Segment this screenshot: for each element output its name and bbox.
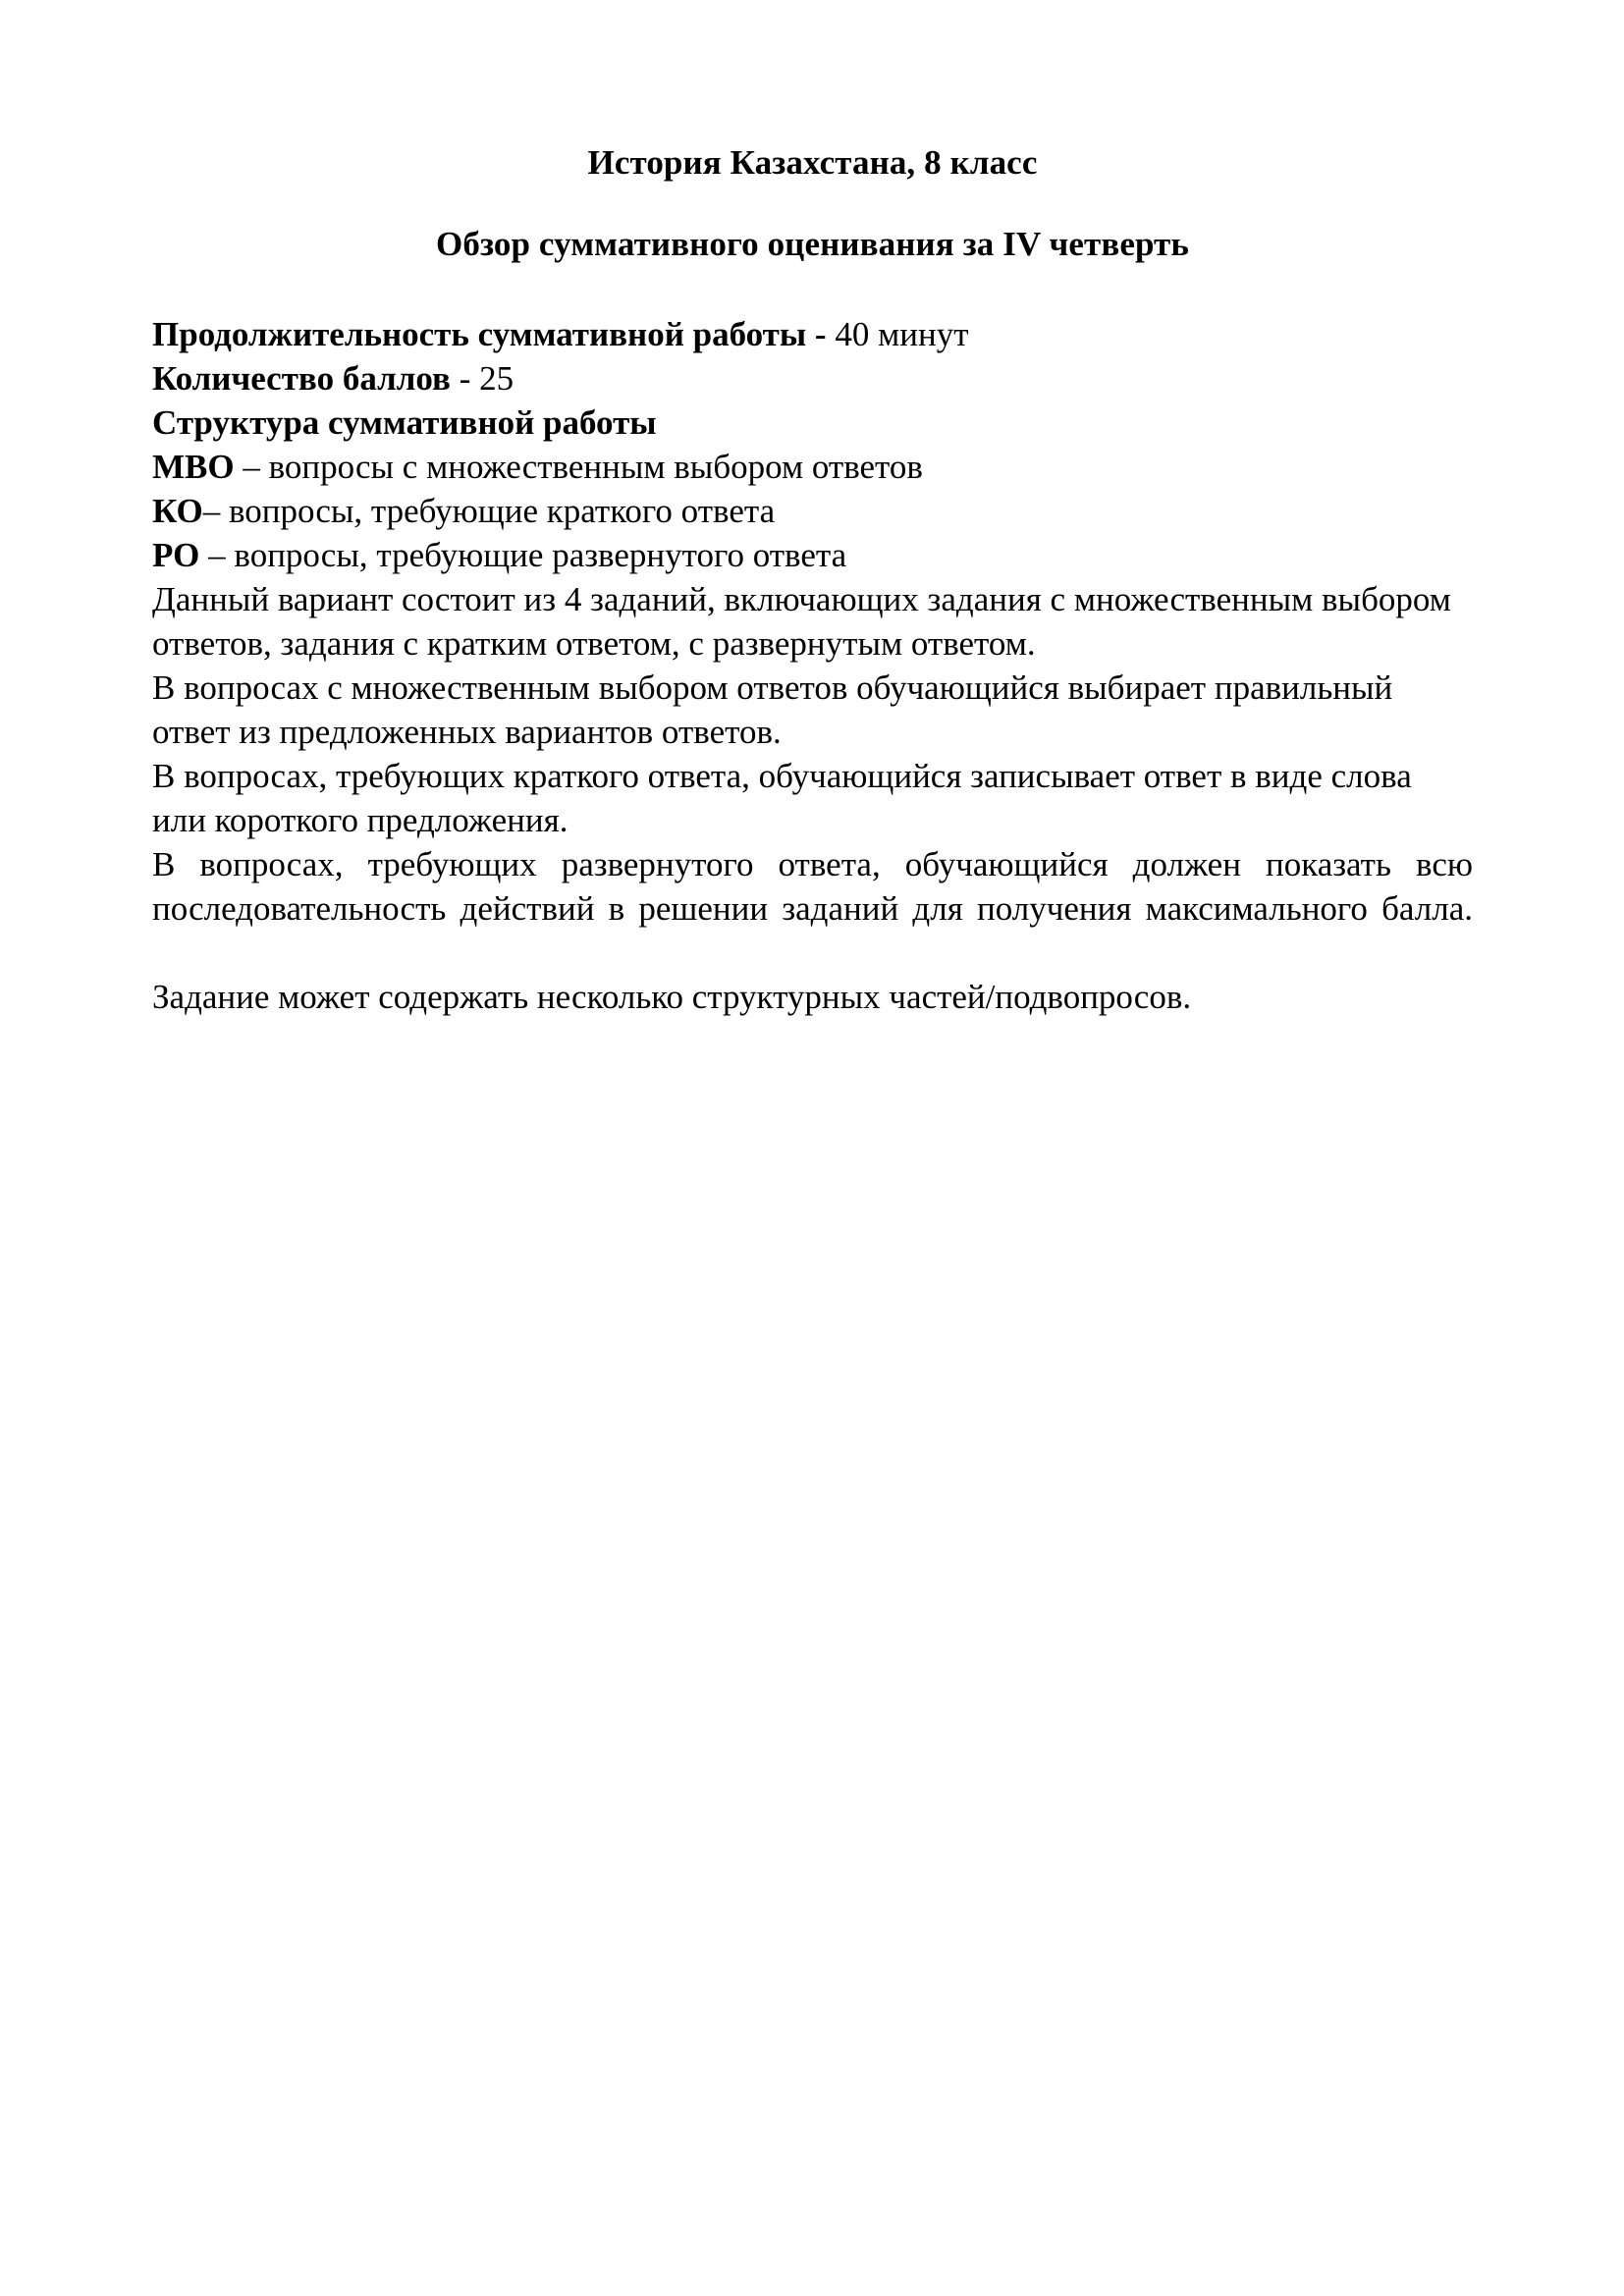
paragraph-subquestions-note: Задание может содержать несколько структурных частей/подвопросов. — [152, 977, 1192, 1016]
info-line-structure — [152, 400, 1473, 445]
info-label-ko: КО — [152, 491, 203, 530]
info-value-ko: – вопросы, требующие краткого ответа — [202, 491, 776, 530]
info-line-points — [152, 356, 1473, 400]
document-body — [152, 265, 1473, 1019]
info-line-ko — [152, 489, 1473, 533]
info-label-po: РО — [152, 535, 200, 574]
info-value-points: - 25 — [450, 358, 514, 398]
page-subtitle: Обзор суммативного оценивания за IV четверть — [436, 225, 1189, 264]
page-title: История Казахстана, 8 класс — [587, 143, 1038, 182]
info-value-mvo: – вопросы с множественным выбором ответов — [234, 447, 923, 486]
paragraph-mcq-instructions: В вопросах с множественным выбором ответов обучающийся выбирает правильный ответ из предложенных вариантов ответов. — [152, 667, 1393, 751]
info-value-po: – вопросы, требующие развернутого ответа — [199, 535, 847, 574]
paragraph-extended-answer-instructions: В вопросах, требующих развернутого ответа, обучающийся должен показать всю последовательность действий в решении заданий для получения максимального балла. — [152, 844, 1473, 928]
info-label-duration: Продолжительность суммативной работы - — [152, 314, 827, 353]
info-label-mvo: МВО — [152, 447, 235, 486]
paragraph-short-answer-instructions: В вопросах, требующих краткого ответа, обучающийся записывает ответ в виде слова или короткого предложения. — [152, 756, 1412, 839]
info-line-po — [152, 533, 1473, 577]
info-label-structure: Структура суммативной работы — [152, 402, 657, 442]
info-line-mvo — [152, 445, 1473, 489]
paragraph-variant-structure: Данный вариант состоит из 4 заданий, включающих задания с множественным выбором ответов, задания с кратким ответом, с развернутым ответом. — [152, 579, 1451, 663]
info-line-duration — [152, 312, 1473, 356]
info-label-points: Количество баллов — [152, 358, 451, 398]
info-value-duration: 40 минут — [826, 314, 969, 353]
document-content — [152, 0, 1473, 1019]
